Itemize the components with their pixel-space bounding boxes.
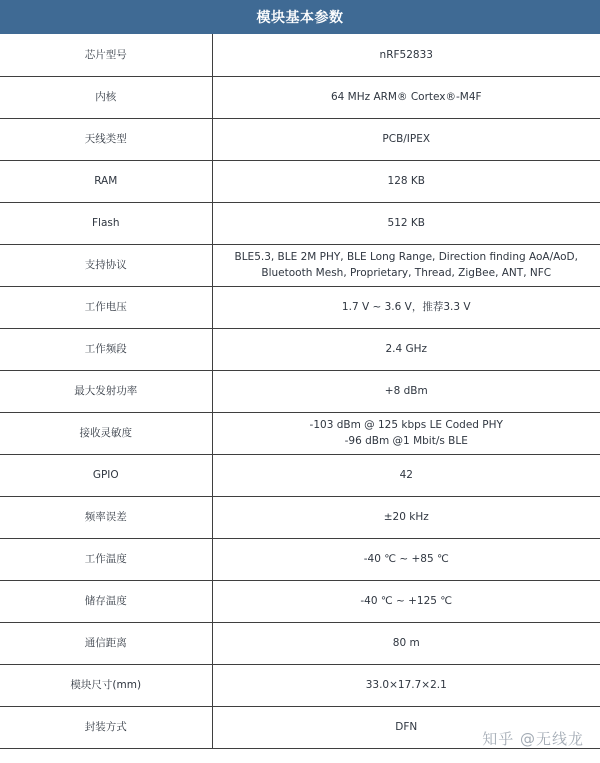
- parameter-value: [212, 538, 600, 580]
- parameter-value: [212, 412, 600, 454]
- parameter-label: 通信距离: [0, 622, 212, 664]
- parameter-value-line: 1.7 V ~ 3.6 V，推荐3.3 V: [341, 301, 471, 313]
- parameter-value-line: 33.0×17.7×2.1: [365, 679, 447, 691]
- table-row: [0, 538, 600, 580]
- table-row: [0, 202, 600, 244]
- parameter-value-line: -96 dBm @1 Mbit/s BLE: [344, 435, 468, 447]
- parameter-value: [212, 664, 600, 706]
- parameter-value: [212, 160, 600, 202]
- table-row: [0, 454, 600, 496]
- parameter-label: 接收灵敏度: [0, 412, 212, 454]
- parameter-label: 芯片型号: [0, 34, 212, 76]
- parameter-value-line: 512 KB: [387, 217, 425, 229]
- parameter-value: [212, 118, 600, 160]
- parameter-label: 内核: [0, 76, 212, 118]
- parameter-value: [212, 244, 600, 286]
- parameter-value: [212, 328, 600, 370]
- table-row: [0, 76, 600, 118]
- parameter-label: 模块尺寸(mm): [0, 664, 212, 706]
- parameter-label: 最大发射功率: [0, 370, 212, 412]
- parameter-value: [212, 622, 600, 664]
- table-row: [0, 160, 600, 202]
- parameter-value-line: -40 ℃ ~ +125 ℃: [360, 595, 453, 607]
- parameter-value-line: 64 MHz ARM® Cortex®-M4F: [330, 91, 482, 103]
- parameter-value: [212, 286, 600, 328]
- parameter-value-line: Bluetooth Mesh, Proprietary, Thread, ZigBee, ANT, NFC: [261, 267, 552, 279]
- parameter-value-line: 80 m: [392, 637, 420, 649]
- parameter-value-line: ±20 kHz: [383, 511, 429, 523]
- table-title: 模块基本参数: [0, 0, 600, 34]
- parameter-value: [212, 370, 600, 412]
- parameters-table-body: [0, 34, 600, 748]
- table-row: [0, 496, 600, 538]
- parameter-value-line: 42: [399, 469, 413, 481]
- parameter-label: 工作温度: [0, 538, 212, 580]
- parameter-value: [212, 496, 600, 538]
- parameter-value-line: nRF52833: [379, 48, 433, 61]
- parameter-value-line: PCB/IPEX: [382, 133, 431, 145]
- parameter-label: RAM: [0, 160, 212, 202]
- table-row: [0, 580, 600, 622]
- parameter-label: 封装方式: [0, 706, 212, 748]
- table-row: [0, 118, 600, 160]
- parameter-label: 频率误差: [0, 496, 212, 538]
- parameter-value: [212, 76, 600, 118]
- parameter-label: GPIO: [0, 454, 212, 496]
- parameter-label: 储存温度: [0, 580, 212, 622]
- parameter-value-line: -40 ℃ ~ +85 ℃: [363, 553, 449, 565]
- table-row: [0, 34, 600, 76]
- parameter-label: Flash: [0, 202, 212, 244]
- table-row: [0, 412, 600, 454]
- parameter-value-line: BLE5.3, BLE 2M PHY, BLE Long Range, Direction finding AoA/AoD,: [234, 251, 578, 263]
- watermark-text: 知乎 @无线龙: [482, 730, 584, 748]
- parameter-value: [212, 34, 600, 76]
- parameter-label: 工作电压: [0, 286, 212, 328]
- table-row: [0, 664, 600, 706]
- parameter-value: [212, 202, 600, 244]
- table-row: [0, 244, 600, 286]
- parameter-label: 天线类型: [0, 118, 212, 160]
- parameter-value-line: +8 dBm: [384, 385, 428, 397]
- table-row: [0, 286, 600, 328]
- table-row: [0, 328, 600, 370]
- parameter-value: [212, 580, 600, 622]
- parameter-value: [212, 454, 600, 496]
- parameter-value-line: DFN: [395, 721, 418, 733]
- table-row: [0, 622, 600, 664]
- parameter-label: 工作频段: [0, 328, 212, 370]
- parameter-label: 支持协议: [0, 244, 212, 286]
- parameter-value-line: 128 KB: [387, 175, 425, 187]
- parameters-table: [0, 34, 600, 749]
- parameter-value-line: -103 dBm @ 125 kbps LE Coded PHY: [309, 419, 503, 431]
- table-row: [0, 370, 600, 412]
- parameter-value-line: 2.4 GHz: [385, 343, 428, 355]
